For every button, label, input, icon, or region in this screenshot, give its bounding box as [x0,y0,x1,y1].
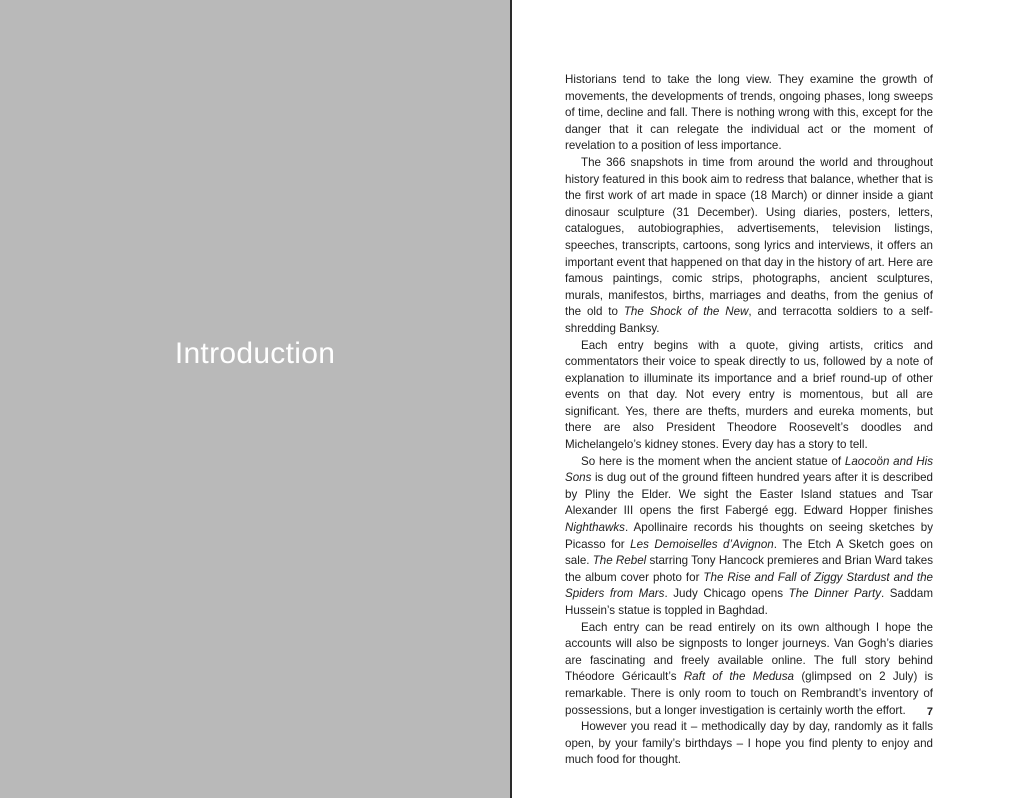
text-run: . The Etch A Sketch goes on sale. [565,537,933,568]
text-run: So here is the moment when the ancient statue of [581,454,845,468]
chapter-title: Introduction [174,337,336,370]
body-paragraph [565,620,933,720]
italic-title: The Shock of the New [623,305,749,319]
text-run: . Judy Chicago opens [664,587,789,601]
text-run: . Saddam Hussein’s statue is toppled in Baghdad. [565,587,933,617]
text-run: is dug out of the ground fifteen hundred years after it is described by Pliny the Elder. We sight the Easter Island statues and Tsar Alexander III opens the first Fabergé egg. Edward Hopper finishes [565,471,933,518]
text-run: (glimpsed on 2 July) is remarkable. There is only room to touch on Rembrandt’s inventory of possessions, but a longer investigation is certainly worth the effort. [565,670,933,717]
body-paragraph [565,338,933,454]
text-run: However you read it – methodically day by day, randomly as it falls open, by your family’s birthdays – I hope you find plenty to enjoy and much food for thought. [565,720,933,767]
italic-title: Les Demoiselles d’Avignon [630,537,774,551]
text-run: , and terracotta soldiers to a self-shredding Banksy. [565,305,933,335]
italic-title: Raft of the Medusa [683,670,795,684]
italic-title: Nighthawks [565,521,625,535]
text-run: starring Tony Hancock premieres and Brian Ward takes the album cover photo for [565,554,933,584]
text-run: The 366 snapshots in time from around the world and throughout history featured in this book aim to redress that balance, whether that is the first work of art made in space (18 March) or dinner inside a giant dinosaur sculpture (31 December). Using diaries, posters, letters, catalogues, autobiographies, advertisements, television listings, speeches, transcripts, cartoons, song lyrics and interviews, it offers an important event that happened on that day in the history of art. Here are famous paintings, comic strips, photographs, ancient sculptures, murals, manifestos, births, marriages and deaths, from the genius of the old to [565,155,934,319]
italic-title: The Rise and Fall of Ziggy Stardust and the Spiders from Mars [565,570,933,601]
italic-title: The Dinner Party [788,587,881,601]
italic-title: Laocoön and His Sons [565,454,934,485]
text-run: Each entry can be read entirely on its own although I hope the accounts will also be signposts to longer journeys. Van Gogh’s diaries are fascinating and freely available online. The full story behind Théodore Géricault’s [565,620,933,684]
body-paragraph [565,155,933,338]
text-run: Each entry begins with a quote, giving artists, critics and commentators their voice to speak directly to us, followed by a note of explanation to illuminate its importance and a brief round-up of other events on that day. Not every entry is momentous, but all are significant. Yes, there are thefts, murders and eureka moments, but there are also President Theodore Roosevelt’s doodles and Michelangelo’s kidney stones. Every day has a story to tell. [565,338,933,452]
italic-title: The Rebel [592,554,647,568]
body-paragraph [565,719,933,769]
page-number: 7 [926,706,933,718]
text-run: Historians tend to take the long view. They examine the growth of movements, the developments of trends, ongoing phases, long sweeps of time, decline and fall. There is nothing wrong with this, except for the danger that it can relegate the individual act or the moment of revelation to a position of less importance. [565,73,933,153]
body-text [565,72,933,769]
body-paragraph [565,72,933,155]
text-run: . Apollinaire records his thoughts on seeing sketches by Picasso for [565,521,933,551]
body-paragraph [565,454,933,620]
